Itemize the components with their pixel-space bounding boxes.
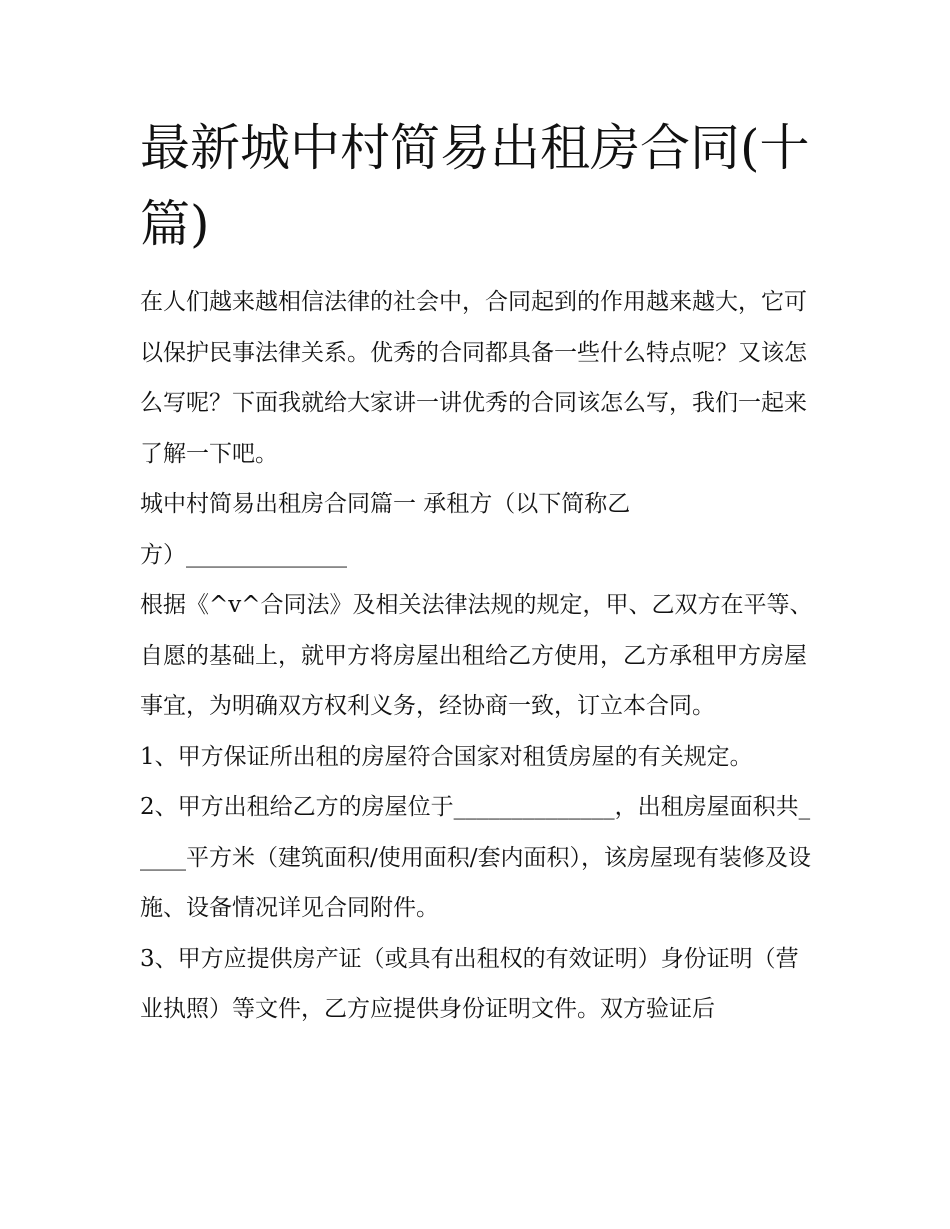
document-title: 最新城中村简易出租房合同(十篇) [140,119,810,253]
contract-heading-line: 城中村简易出租房合同篇一 承租方（以下简称乙 [140,491,631,517]
legal-basis-paragraph: 根据《^v^合同法》及相关法律法规的规定，甲、乙双方在平等、自愿的基础上，就甲方将房屋出租给乙方使用，乙方承租甲方房屋事宜，为明确双方权利义务，经协商一致，订立本合同。 [140,592,813,719]
clause-2: 2、甲方出租给乙方的房屋位于______________，出租房屋面积共_____平方米（建筑面积/使用面积/套内面积），该房屋现有装修及设施、设备情况详见合同附件。 [140,794,811,921]
document-page [140,110,820,1035]
lessee-blank-line: 方）______________ [140,541,347,568]
clause-3: 3、甲方应提供房产证（或具有出租权的有效证明）身份证明（营业执照）等文件，乙方应提供身份证明文件。双方验证后 [140,945,799,1022]
clause-1: 1、甲方保证所出租的房屋符合国家对租赁房屋的有关规定。 [140,743,753,770]
intro-paragraph: 在人们越来越相信法律的社会中，合同起到的作用越来越大，它可以保护民事法律关系。优秀的合同都具备一些什么特点呢？又该怎么写呢？下面我就给大家讲一讲优秀的合同该怎么写，我们一起来了解一下吧。 [140,289,807,467]
